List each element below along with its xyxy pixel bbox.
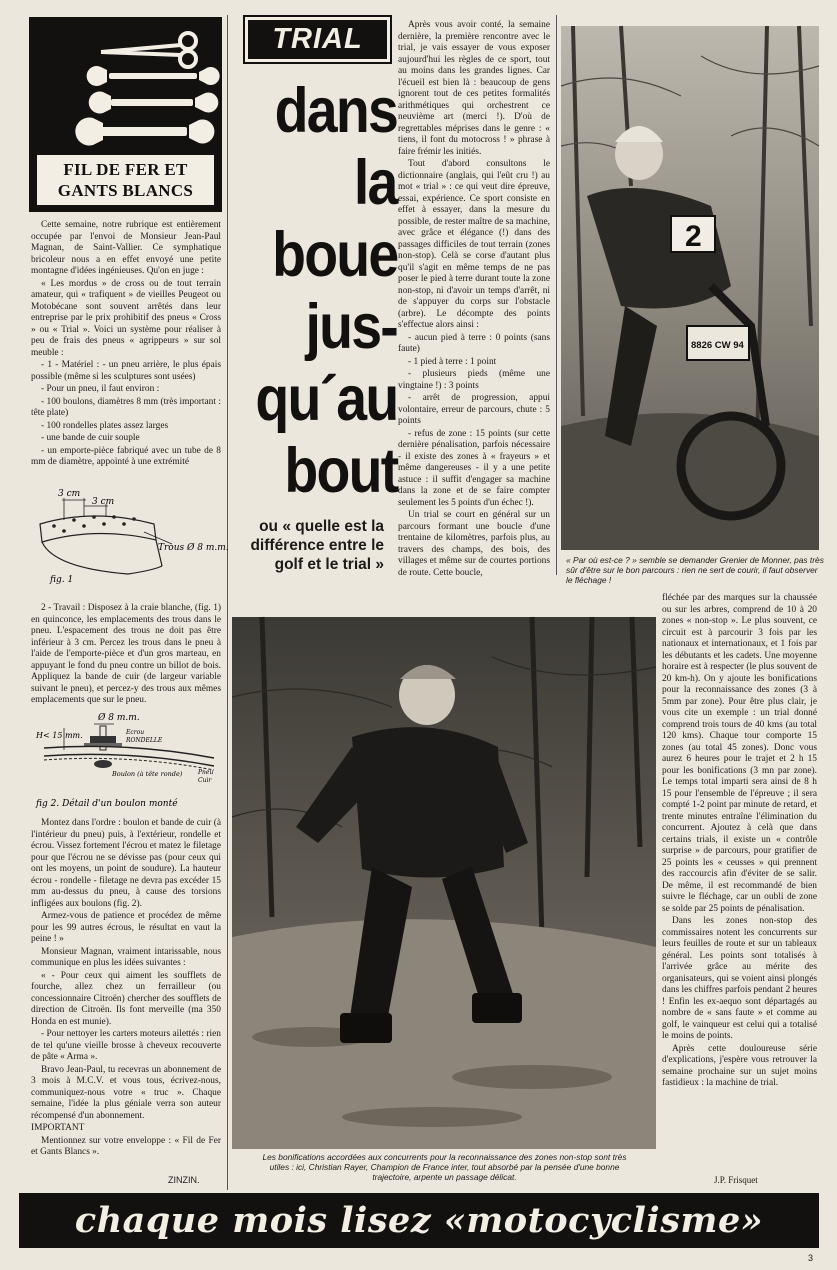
paragraph: - aucun pied à terre : 0 points (sans faute): [398, 332, 550, 354]
rubric-title: FIL DE FER ET GANTS BLANCS: [37, 155, 214, 205]
photo-top-caption: « Par où est-ce ? » semble se demander Grenier de Monner, pas très sûr d'être sur le bon parcours : rien ne sert de courir, il faut observer le fléchage !: [566, 555, 824, 585]
paragraph: Tout d'abord consultons le dictionnaire (anglais, qui l'eût cru !) au mot « trial » : ce qui veut dire épreuve, essai, expérience. Ce sport consiste en effet à essayer, dans la mesure du possible, de rester maître de sa machine, avec grâce et élégance (!) dans des passages difficiles de tout terrain (zones non-stop). Celà se corse d'autant plus qu'il s'agit en même temps de ne pas poser le pied à terre durant toute la zone non-stop, ni d'avoir un temps d'arrêt, ni de s'appuyer du corps sur l'obstacle (arbre). Le décompte des points s'effectue alors ainsi :: [398, 159, 550, 330]
paragraph: - refus de zone : 15 points (sur cette dernière pénalisation, parfois nécessaire - il existe des zones à « frayeurs » et même dangereuses - il y a une petite astuce : il suffit d'engager sa machine dans la zone et de se faire compter seulement les 5 points d'un échec !).: [398, 428, 550, 508]
fig1-holes-label: Trous Ø 8 m.m.: [158, 543, 229, 553]
fig2-bolt-label: Boulon (à tête ronde): [112, 770, 183, 778]
paragraph: Montez dans l'ordre : boulon et bande de cuir (à l'intérieur du pneu) puis, à l'extérieur, rondelle et écrou. Vissez fortement l'écrou et matez le filetage pour que l'écrou ne se dévisse pas (pour ceux qui ont les moyens, un point de soudure). La hauteur écrou - rondelle - filetage ne devra pas excéder 15 mm au-dessus du pneu, à cause des torsions infligées aux boulons (fig. 2).: [31, 818, 221, 909]
paragraph: Dans les zones non-stop des commissaires notent les concurrents sur leurs feuilles de route et sur un tableaux général. Les points sont totalisés à l'arrivée grâce au mérite des organisateurs, qui se voient ainsi plongés dans les chiffres parfois pendant 2 heures ! Enfin les ex-aequo sont départagés au nombre de « sans faute » et comme au golf, le vainqueur est celui qui a totalisé le moins de points.: [662, 916, 817, 1041]
photo-rider-in-mud: [232, 617, 656, 1149]
paragraph: - 1 pied à terre : 1 point: [408, 356, 497, 367]
paragraph: - 1 - Matériel : - un pneu arrière, le plus épais possible (même si les sculptures sont usées): [31, 360, 221, 382]
section-tag: TRIAL: [245, 17, 390, 62]
promo-banner: chaque mois lisez «motocyclisme»: [19, 1193, 819, 1248]
headline-line: boue: [271, 220, 397, 290]
license-plate: 8826 CW 94: [691, 340, 744, 351]
photo-rider-with-number: [561, 26, 819, 550]
headline-line: qu´au: [254, 364, 397, 434]
paragraph: Un trial se court en général sur un parcours formant une boucle d'une trentaine de kilomètres, parfois plus, au travers des champs, des bois, des villages et même sur de courtes portions de route. Cette boucle,: [398, 510, 550, 578]
rubric-header-box: [29, 17, 222, 212]
rubric-intro: [31, 220, 221, 470]
paragraph: Bravo Jean-Paul, tu recevras un abonnement de 3 mois à M.C.V. et vous tous, écrivez-nous, communiquez-nous votre « truc ». Chaque semaine, l'idée la plus géniale verra son auteur récompensé d'un abonnement.: [31, 1064, 221, 1121]
paragraph: Après cette douloureuse série d'explications, j'espère vous retrouver la semaine prochaine sur un sujet moins fastidieux : la machine de trial.: [662, 1043, 817, 1088]
fig2-nut-label: Ecrou: [126, 729, 145, 736]
fig2-tire-label: Pneu: [198, 769, 214, 776]
fig1-label: fig. 1: [50, 575, 74, 585]
paragraph: - 100 boulons, diamètres 8 mm (très important : tête plate): [31, 396, 221, 418]
headline-line: la: [354, 148, 397, 218]
paragraph: Monsieur Magnan, vraiment intarissable, nous communique en plus les idées suivantes :: [31, 946, 221, 968]
headline-line: bout: [283, 436, 397, 506]
article-subhead: ou « quelle est la différence entre le golf et le trial »: [250, 518, 384, 573]
fig2-diameter: Ø 8 m.m.: [98, 713, 140, 723]
paragraph: - une bande de cuir souple: [41, 433, 140, 443]
paragraph: - 100 rondelles plates assez larges: [41, 420, 169, 431]
paragraph: - Pour un pneu, il faut environ :: [41, 384, 160, 394]
rubric-signature: ZINZIN.: [168, 1175, 200, 1185]
paragraph: Après vous avoir conté, la semaine dernière, la première rencontre avec le trial, je vais essayer de vous exposer aujourd'hui les règles de ce sport, tout au moins dans les grandes lignes. Car l'écueil est bien là : beaucoup de gens ignorent tout de ces petites formalités arithmétiques qui orchestrent ce neuvième art (merci !). D'où de regrettables méprises dans le genre : « tiens, il font du motocross ! » phrase à faire frémir les initiés.: [398, 20, 550, 157]
rubric-travail: [31, 603, 221, 708]
article-author: J.P. Frisquet: [714, 1175, 758, 1185]
photo-main-caption: Les bonifications accordées aux concurrents pour la reconnaissance des zones non-stop sont très utiles : ici, Christian Rayer, Champion de France inter, tout absorbé par la pensée d'une bonne trajectoire, arpente un passage délicat.: [262, 1152, 627, 1182]
paragraph: « - Pour ceux qui aiment les soufflets de fourche, allez chez un ferrailleur (ou concessionnaire Citroën) chercher des soufflets de direction de Citroën. Ils font merveille (ma 350 Honda en est munie).: [31, 970, 221, 1027]
tools-illustration-icon: [71, 25, 211, 165]
paragraph: Cette semaine, notre rubrique est entièrement occupée par l'envoi de Monsieur Jean-Paul Magnan, de Saint-Vallier. Ce symphatique bricoleur nous a en effet envoyé une petite montagne d'idées ingénieuses. Qu'on en juge :: [31, 220, 221, 276]
rubric-outro: [31, 818, 221, 1160]
fig1-dimension: 3 cm: [58, 489, 81, 499]
bib-number: 2: [685, 220, 702, 253]
fig2-label: fig 2. Détail d'un boulon monté: [36, 799, 178, 809]
paragraph: - Pour nettoyer les carters moteurs ailettés : rien de tel qu'une vieille brosse à cheveux recouverte de pâte « Arma ».: [31, 1029, 221, 1062]
page-number: 3: [808, 1253, 814, 1263]
paragraph: - plusieurs pieds (même une vingtaine !) : 3 points: [398, 369, 550, 391]
fig2-leather-label: Cuir: [198, 777, 212, 784]
article-column-2: [662, 593, 817, 1091]
paragraph: 2 - Travail : Disposez à la craie blanche, (fig. 1) en quinconce, les emplacements des trous dans le pneu. L'espacement des trous ne doit pas être inférieur à 3 cm. Percez les trous dans le pneu à l'aide de l'emporte-pièce et d'un gros marteau, en appuyant le fond du pneu contre un billot de bois. Appliquez la bande de cuir (de largeur variable suivant le pneu), et percez-y des trous aux mêmes emplacements que sur le pneu.: [31, 603, 221, 705]
paragraph: - arrêt de progression, appui volontaire, erreur de parcours, chute : 5 points: [398, 393, 550, 426]
fig2-washer-label: RONDELLE: [126, 737, 163, 744]
column-rule: [556, 15, 557, 575]
fig1-dimension: 3 cm: [92, 497, 115, 507]
paragraph: fléchée par des marques sur la chaussée ou sur les arbres, comprend de 10 à 20 zones « non-stop ». Le plus souvent, ce circuit est à parcourir 3 fois par les nationaux et internationaux, et 1 fois par les débutants et les cadets. Une moyenne horaire est à respecter (le plus souvent de 20 km-h). On y ajoute les bonifications pour la reconnaissance des zones (3 à 5mm par zone). Pour être plus clair, je vous cite un exemple : un trial donné comprend trois tours de 40 kms (au total 120 kms). Chaque tour comporte 15 zones (au total 45 zones). Donc vous aurez 6 heures pour le trajet et 2 h 15 pour les bonifications (3 mn par zone). Le temps total imparti sera ainsi de 8 h 15 pour l'ensemble de l'épreuve ; il sera compté 1-2 point par minute de retard, et trente minutes entraîne l'élimination du concurrent. Ajoutez à celà que dans certains trials, il existe un « contrôle surprise » de parcours, pour gratifier de 25 points les « ceusses » qui prennent des raccourcis afin d'éviter de se salir. De même, il est recommandé de bien suivre le fléchage, car un oubli de zone se solde par 25 points de pénalisation.: [662, 593, 817, 914]
fig2-height: H< 15 mm.: [36, 731, 83, 740]
headline-line: dans: [274, 76, 397, 146]
figure-1-tire-diagram: [34, 486, 229, 586]
article-column-1: [398, 20, 550, 580]
paragraph: « Les mordus » de cross ou de tout terrain amateur, qui « trafiquent » de vieilles Peugeot ou Motobécane sont souvent arrêtés dans leur entreprise par le prix prohibitif des pneus « Cross » ou « Trial ». Voici un système pour réaliser à peu de frais des pneus « agrippeurs » sur sol meuble :: [31, 278, 221, 358]
paragraph: - un emporte-pièce fabriqué avec un tube de 8 mm de diamètre, appointé à une extrémité: [31, 445, 221, 467]
article-headline: [232, 76, 397, 520]
important-heading: IMPORTANT: [31, 1123, 85, 1133]
paragraph: Mentionnez sur votre enveloppe : « Fil de Fer et Gants Blancs ».: [31, 1135, 221, 1157]
figure-2-bolt-diagram: [34, 712, 220, 810]
paragraph: Armez-vous de patience et procédez de même pour les 99 autres écrous, le résultat en vaut la peine ! »: [31, 911, 221, 944]
column-rule: [227, 15, 228, 1190]
headline-line: jus-: [305, 292, 397, 362]
